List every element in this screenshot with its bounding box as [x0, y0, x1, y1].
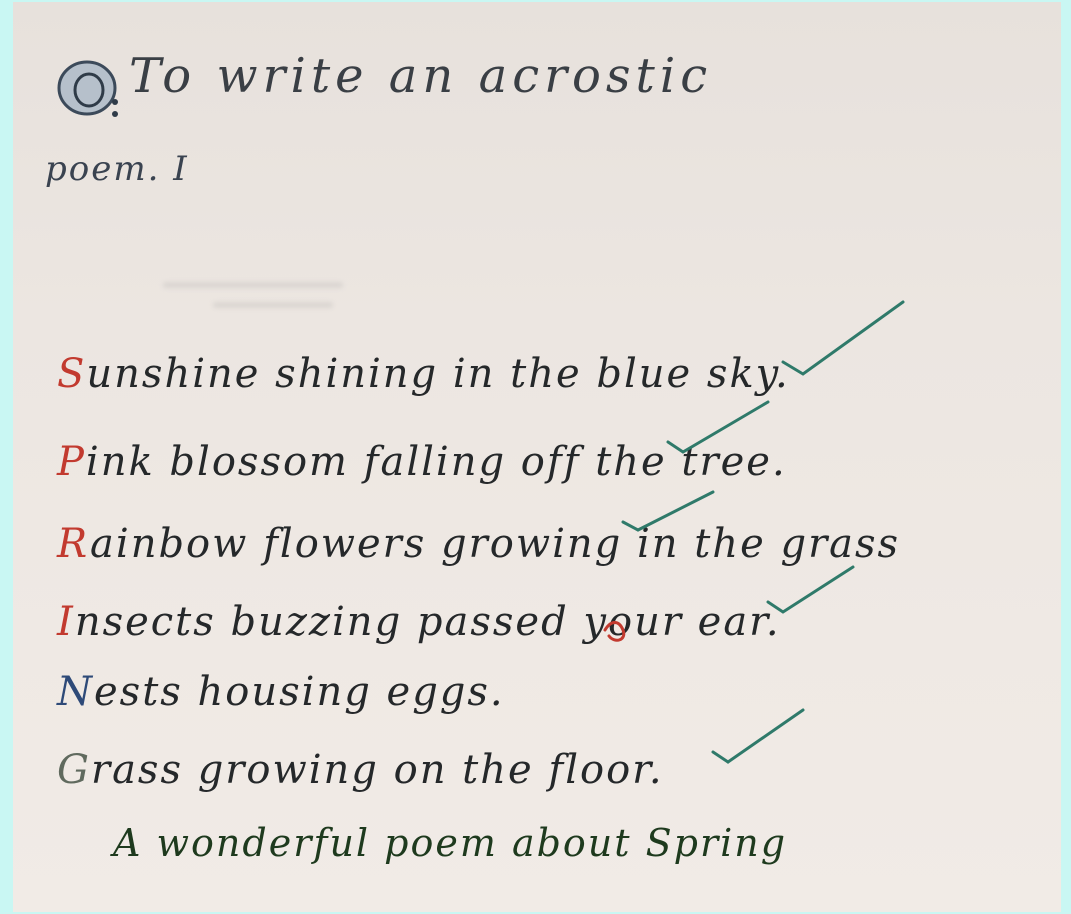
- tick-mark: [783, 302, 903, 374]
- faint-bleedthrough: [163, 282, 343, 288]
- tick-mark: [713, 710, 803, 762]
- acrostic-text: ink blossom falling off the tree.: [85, 439, 787, 485]
- acrostic-line: [57, 599, 781, 645]
- acrostic-line: [57, 521, 901, 567]
- acrostic-line: [57, 439, 787, 485]
- acrostic-initial: R: [57, 521, 91, 567]
- acrostic-text: ainbow flowers growing in the grass: [90, 521, 901, 567]
- acrostic-initial: P: [57, 439, 86, 485]
- handwritten-page: [13, 2, 1061, 912]
- acrostic-initial: N: [57, 669, 94, 715]
- teacher-comment: A wonderful poem about Spring: [113, 821, 788, 865]
- faint-bleedthrough: [213, 302, 333, 308]
- acrostic-text: unshine shining in the blue sky.: [86, 351, 790, 397]
- acrostic-initial: G: [57, 747, 91, 793]
- acrostic-line: [57, 669, 505, 715]
- learning-objective-line1: To write an acrostic: [129, 48, 713, 104]
- acrostic-text: nsects buzzing passed your ear.: [74, 599, 781, 645]
- tick-mark: [768, 567, 853, 612]
- acrostic-initial: I: [57, 599, 75, 645]
- acrostic-text: ests housing eggs.: [94, 669, 505, 715]
- acrostic-initial: S: [57, 351, 87, 397]
- lo-circle-icon: [53, 52, 123, 122]
- acrostic-line: [57, 747, 664, 793]
- acrostic-text: rass growing on the floor.: [90, 747, 664, 793]
- learning-objective-line2: poem. I: [45, 149, 189, 189]
- acrostic-line: [57, 351, 790, 397]
